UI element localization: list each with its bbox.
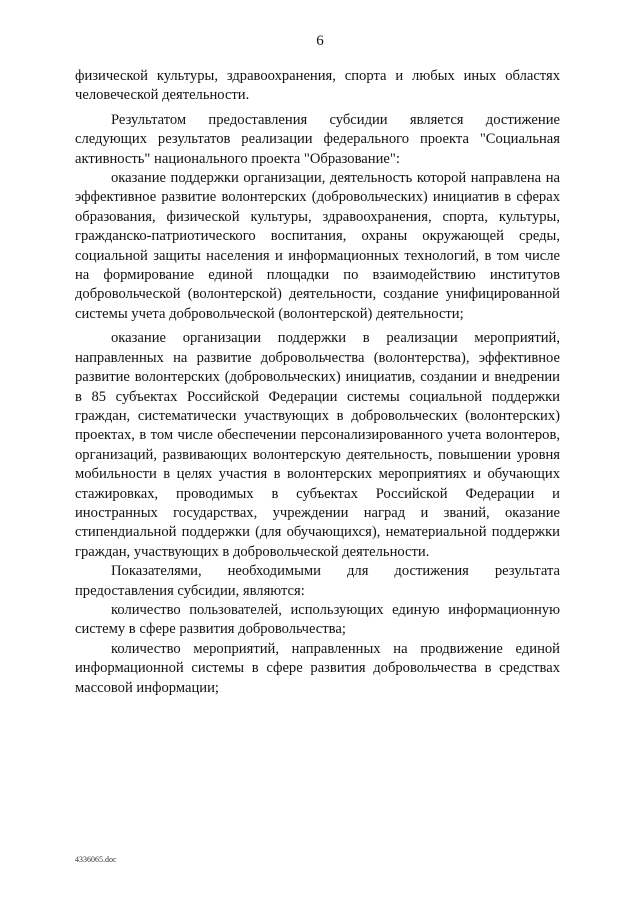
paragraph-continuation: физической культуры, здравоохранения, спорта и любых иных областях человеческой деятельности. bbox=[75, 68, 560, 104]
paragraph-support-organization: оказание поддержки организации, деятельность которой направлена на эффективное развитие волонтерских (добровольческих) инициатив в сферах образования, физической культуры, здравоохранения, спорта, культуры, гражданско-патриотического воспитания, охраны окружающей среды, социальной защиты населения и информационных технологий, в том числе на формирование единой площадки по взаимодействию институтов добровольческой (волонтерской) деятельности, создание унифицированной системы учета добровольческой (волонтерской) деятельности; bbox=[75, 170, 560, 322]
page-number: 6 bbox=[316, 33, 324, 49]
paragraph-indicator-media-events: количество мероприятий, направленных на продвижение единой информационной системы в сфере развития добровольчества в средствах массовой информации; bbox=[75, 640, 560, 696]
paragraph-support-events: оказание организации поддержки в реализации мероприятий, направленных на развитие добровольчества (волонтерства), эффективное развитие волонтерских (добровольческих) инициатив, создании и внедрении в 85 субъектах Российской Федерации системы социальной поддержки граждан, систематически участвующих в добровольческих (волонтерских) проектах, в том числе обеспечении персонализированного учета волонтеров, организаций, развивающих волонтерскую деятельность, повышении уровня мобильности в целях участия в волонтерских мероприятиях и обучающих стажировках, проводимых в субъектах Российской Федерации и иностранных государствах, учреждении наград и званий, оказание стипендиальной поддержки (для обучающихся), нематериальной поддержки граждан, участвующих в добровольческой деятельности. bbox=[75, 330, 560, 560]
paragraph-result-intro: Результатом предоставления субсидии является достижение следующих результатов реализации федерального проекта "Социальная активность" национального проекта "Образование": bbox=[75, 111, 560, 167]
document-body bbox=[75, 67, 560, 698]
paragraph-indicator-users: количество пользователей, использующих единую информационную систему в сфере развития добровольчества; bbox=[75, 601, 560, 638]
paragraph-indicators-intro: Показателями, необходимыми для достижения результата предоставления субсидии, являются: bbox=[75, 563, 560, 599]
file-reference: 4336065.doc bbox=[75, 855, 117, 864]
